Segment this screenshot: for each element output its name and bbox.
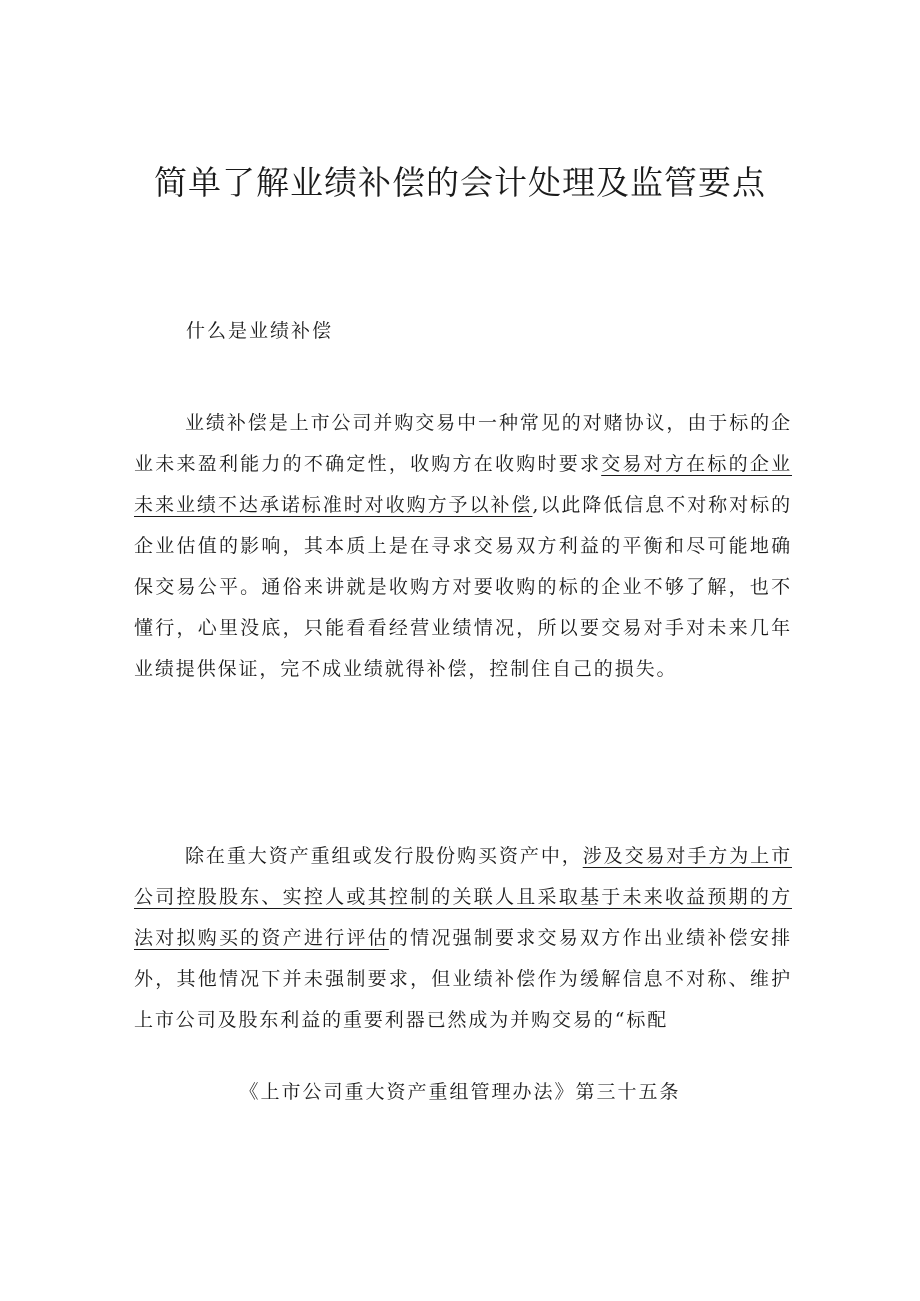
document-title: 简单了解业绩补偿的会计处理及监管要点: [154, 163, 766, 202]
paragraph-1-text-a: 业绩补偿是上市公司并购交易中一种常见的对赌协议，由于标的企业未来盈利能力的不确定性，收购方在收购时要求: [134, 412, 792, 475]
paragraph-2-text-a: 除在重大资产重组或发行股份购买资产中，: [185, 845, 583, 867]
section-heading: 什么是业绩补偿: [186, 320, 334, 342]
paragraph-2-underlined-text: 涉及交易对手方为上市公司控股股东、实控人或其控制的关联人且采取基于未来收益预期的方法对拟购买的资产进行评估: [134, 845, 792, 949]
regulation-reference: 《上市公司重大资产重组管理办法》第三十五条: [239, 1081, 681, 1103]
paragraph-definition: [134, 403, 792, 690]
paragraph-1-underlined-text: 交易对方在标的企业未来业绩不达承诺标准时对收购方予以补偿: [134, 453, 792, 516]
paragraph-2-text-b: 的情况强制要求交易双方作出业绩补偿安排外，其他情况下并未强制要求，但业绩补偿作为缓解信息不对称、维护上市公司及股东利益的重要利器已然成为并购交易的“标配: [134, 927, 792, 1031]
paragraph-1-text-b: ,以此降低信息不对称对标的企业估值的影响，其本质上是在寻求交易双方利益的平衡和尽可能地确保交易公平。通俗来讲就是收购方对要收购的标的企业不够了解，也不懂行，心里没底，只能看看经营业绩情况，所以要交易对手对未来几年业绩提供保证，完不成业绩就得补偿，控制住自己的损失。: [134, 494, 792, 680]
paragraph-regulation: [134, 836, 792, 1041]
